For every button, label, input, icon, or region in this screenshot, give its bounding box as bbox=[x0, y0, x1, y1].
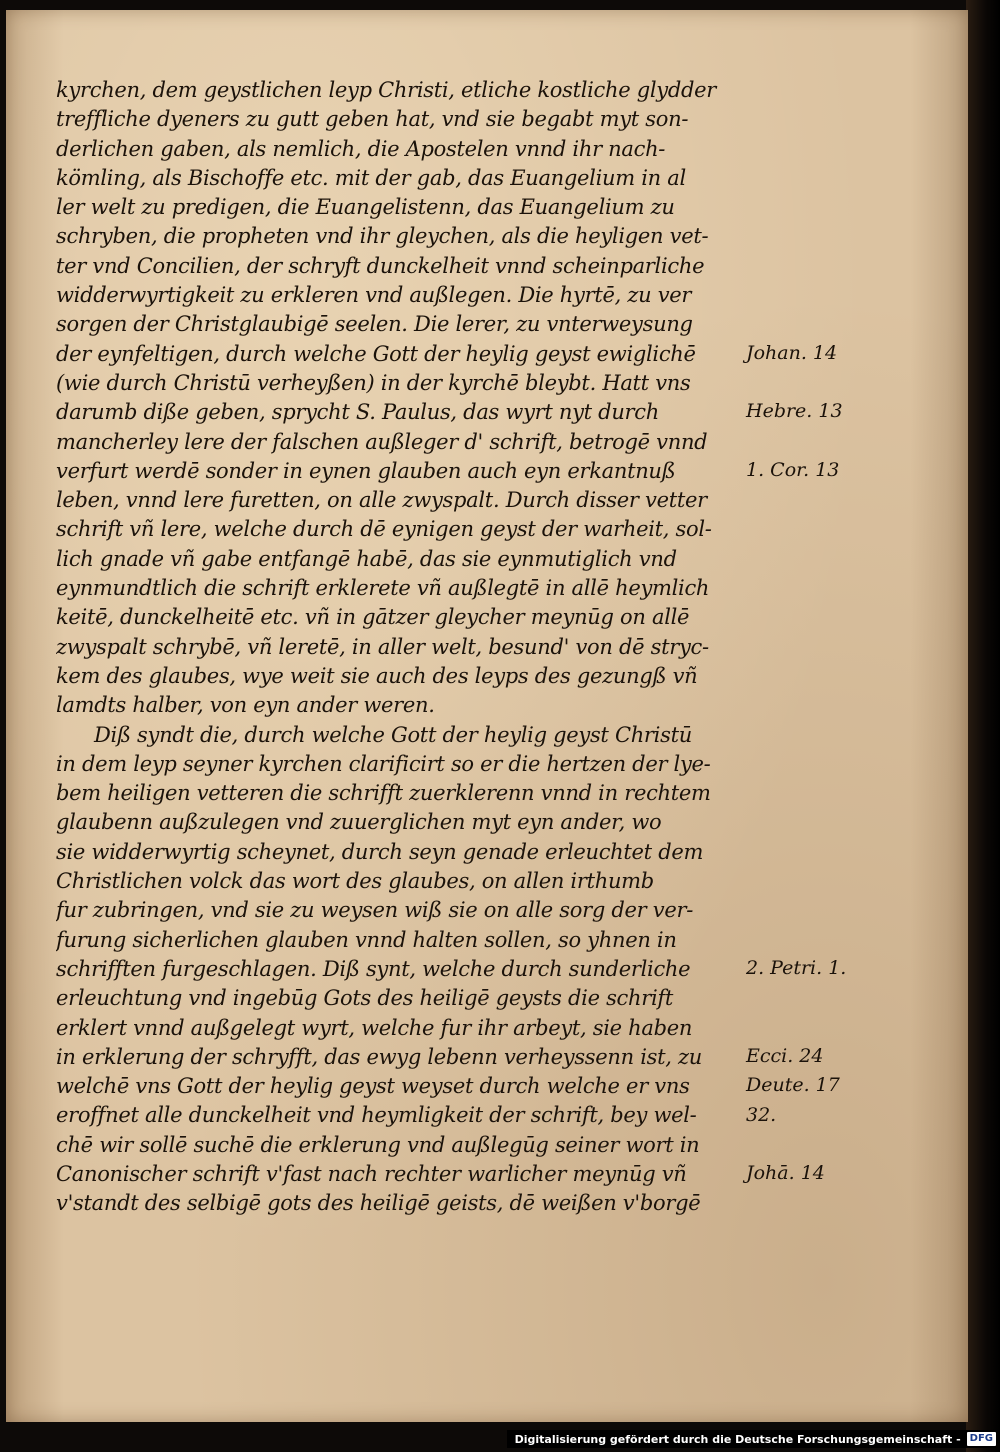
text-line: keitē, dunckelheitē etc. vñ in gātzer gleycher meynūg on allē bbox=[56, 605, 690, 630]
margin-note: 1. Cor. 13 bbox=[746, 458, 840, 481]
digitization-footer bbox=[507, 1430, 996, 1448]
text-line: verfurt werdē sonder in eynen glauben auch eyn erkantnuß bbox=[56, 458, 676, 483]
text-line: sorgen der Christglaubigē seelen. Die lerer, zu vnterweysung bbox=[56, 312, 693, 337]
text-line: schrift vñ lere, welche durch dē eynigen geyst der warheit, sol- bbox=[56, 517, 712, 542]
margin-note: 2. Petri. 1. bbox=[746, 957, 847, 979]
text-line: kyrchen, dem geystlichen leyp Christi, etliche kostliche glydder bbox=[56, 78, 716, 102]
text-line: eroffnet alle dunckelheit vnd heymligkeit der schrift, bey wel- bbox=[56, 1103, 697, 1128]
page-body-text bbox=[56, 76, 746, 1219]
text-line: v'standt des selbigē gots des heiligē geists, dē weißen v'borgē bbox=[56, 1191, 701, 1216]
text-line: erklert vnnd außgelegt wyrt, welche fur ihr arbeyt, sie haben bbox=[56, 1015, 693, 1040]
text-line: schryben, die propheten vnd ihr gleychen, als die heyligen vet- bbox=[56, 224, 709, 249]
text-line: furung sicherlichen glauben vnnd halten sollen, so yhnen in bbox=[56, 927, 677, 952]
dfg-logo: DFG bbox=[967, 1432, 996, 1446]
margin-note: Johā. 14 bbox=[746, 1162, 825, 1185]
text-line: Christlichen volck das wort des glaubes, on allen irthumb bbox=[56, 869, 654, 894]
text-line: kem des glaubes, wye weit sie auch des leyps des gezungß vñ bbox=[56, 663, 698, 688]
book-spine-shadow bbox=[966, 0, 1000, 1452]
text-line: bem heiligen vetteren die schrifft zuerklerenn vnnd in rechtem bbox=[56, 781, 711, 806]
text-line: Diß syndt die, durch welche Gott der heylig geyst Christū bbox=[94, 722, 692, 747]
margin-note: 32. bbox=[746, 1103, 777, 1126]
text-line: lamdts halber, von eyn ander weren. bbox=[56, 693, 435, 718]
text-line: lich gnade vñ gabe entfangē habē, das sie eynmutiglich vnd bbox=[56, 546, 677, 571]
text-line: der eynfeltigen, durch welche Gott der heylig geyst ewiglichē bbox=[56, 341, 696, 366]
margin-note: Ecci. 24 bbox=[746, 1044, 824, 1067]
text-line: eynmundtlich die schrift erklerete vñ außlegtē in allē heymlich bbox=[56, 576, 710, 601]
text-line: chē wir sollē suchē die erklerung vnd außlegūg seiner wort in bbox=[56, 1132, 700, 1157]
text-line: leben, vnnd lere furetten, on alle zwyspalt. Durch disser vetter bbox=[56, 488, 707, 513]
text-line: in erklerung der schryfft, das ewyg lebenn verheyssenn ist, zu bbox=[56, 1044, 703, 1069]
text-line: erleuchtung vnd ingebūg Gots des heiligē geysts die schrift bbox=[56, 986, 674, 1011]
text-line: mancherley lere der falschen außleger d' schrift, betrogē vnnd bbox=[56, 429, 708, 454]
margin-note: Hebre. 13 bbox=[746, 400, 843, 423]
text-line: fur zubringen, vnd sie zu weysen wiß sie on alle sorg der ver- bbox=[56, 898, 693, 923]
text-line: kömling, als Bischoffe etc. mit der gab, das Euangelium in al bbox=[56, 165, 686, 190]
text-line: in dem leyp seyner kyrchen clarificirt so er die hertzen der lye- bbox=[56, 751, 711, 776]
text-line: ter vnd Concilien, der schryft dunckelheit vnnd scheinparliche bbox=[56, 253, 705, 278]
text-line: glaubenn außzulegen vnd zuuerglichen myt eyn ander, wo bbox=[56, 810, 662, 835]
funding-credit: Digitalisierung gefördert durch die Deutsche Forschungsgemeinschaft - bbox=[514, 1432, 961, 1446]
text-line: darumb diße geben, sprycht S. Paulus, das wyrt nyt durch bbox=[56, 400, 659, 425]
book-page bbox=[6, 10, 968, 1422]
margin-note: Johan. 14 bbox=[746, 341, 838, 364]
margin-note: Deute. 17 bbox=[746, 1074, 840, 1097]
text-line: zwyspalt schrybē, vñ leretē, in aller welt, besund' von dē stryc- bbox=[56, 634, 709, 659]
text-line: treffliche dyeners zu gutt geben hat, vnd sie begabt myt son- bbox=[56, 107, 689, 132]
text-line: Canonischer schrift v'fast nach rechter warlicher meynūg vñ bbox=[56, 1161, 687, 1186]
text-line: welchē vns Gott der heylig geyst weyset durch welche er vns bbox=[56, 1074, 690, 1099]
text-line: widderwyrtigkeit zu erkleren vnd außlegen. Die hyrtē, zu ver bbox=[56, 283, 692, 308]
text-line: sie widderwyrtig scheynet, durch seyn genade erleuchtet dem bbox=[56, 839, 704, 864]
text-line: (wie durch Christū verheyßen) in der kyrchē bleybt. Hatt vns bbox=[56, 370, 691, 395]
text-line: ler welt zu predigen, die Euangelistenn, das Euangelium zu bbox=[56, 195, 675, 220]
text-line: derlichen gaben, als nemlich, die Apostelen vnnd ihr nach- bbox=[56, 136, 666, 161]
text-line: schrifften furgeschlagen. Diß synt, welche durch sunderliche bbox=[56, 956, 691, 981]
